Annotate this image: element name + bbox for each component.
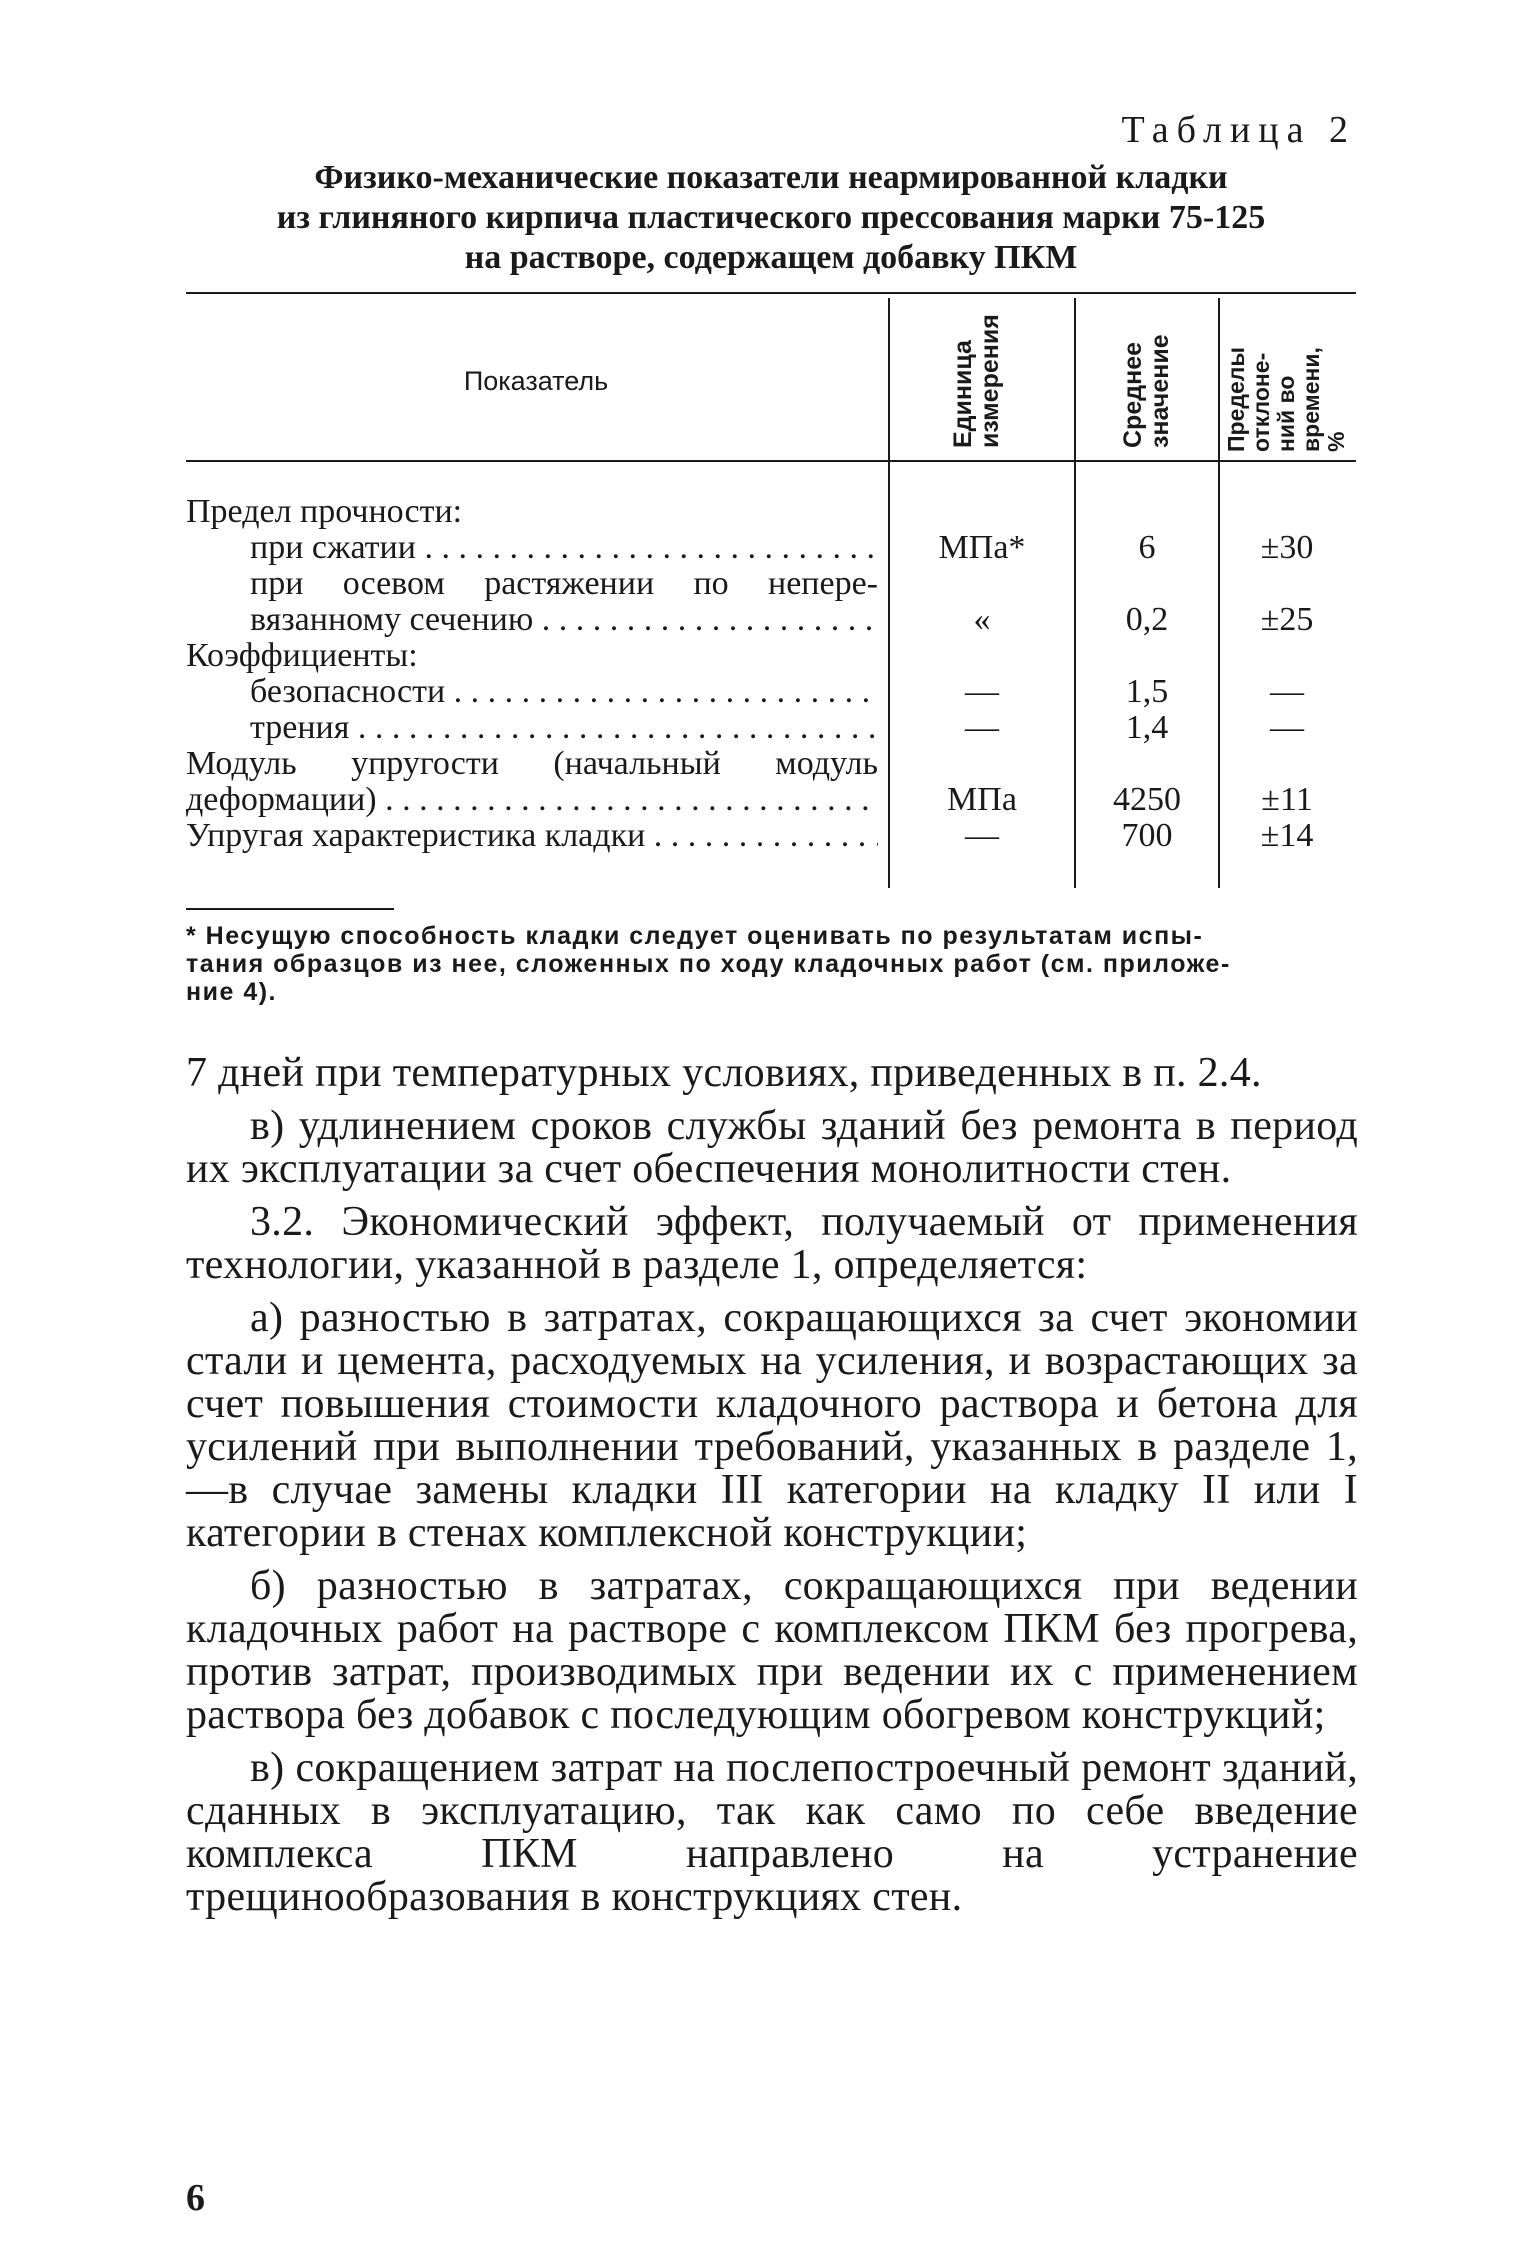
header-parameter: Показатель <box>463 366 609 396</box>
header-average: Среднее значение <box>1119 334 1174 448</box>
table-row-label: безопасности . . . <box>250 674 878 710</box>
cell-unit: — <box>965 817 999 854</box>
table-row-label: при сжатии . . . <box>250 530 878 566</box>
paragraph: в) удлинением сроков службы зданий без ремонта в период их эксплуатации за счет обеспечения монолитности стен. <box>186 1103 1358 1192</box>
cell-average: 0,2 <box>1125 601 1169 638</box>
table-row-label: Предел прочности: <box>186 493 463 530</box>
table-row-label: вязанному сечению . . . <box>250 602 878 638</box>
table-caption <box>186 158 1356 278</box>
page-number: 6 <box>186 2177 205 2219</box>
table-row-label: Модуль упругости (начальный модуль <box>186 745 878 782</box>
cell-deviation: ±25 <box>1260 601 1314 638</box>
paragraph: 7 дней при температурных условиях, приведенных в п. 2.4. <box>186 1050 1262 1096</box>
table-row-label: Упругая характеристика кладки . . . <box>186 818 878 854</box>
cell-deviation: — <box>1270 673 1304 710</box>
cell-deviation: — <box>1270 709 1304 746</box>
table-row-label: при осевом растяжении по непере- <box>250 565 878 602</box>
cell-unit: — <box>965 709 999 746</box>
caption-line: из глиняного кирпича пластического прессования марки 75-125 <box>276 199 1266 236</box>
footnote-rule <box>186 908 394 910</box>
cell-deviation: ±14 <box>1260 817 1314 854</box>
table-row-label: деформации) . . . <box>186 782 878 818</box>
paragraph: в) сокращением затрат на послепостроечный ремонт зданий, сданных в эксплуатацию, так как само по себе введение комплекса ПКМ направлено на устранение трещинообразования в конструкциях стен. <box>186 1745 1358 1920</box>
footnote-line: * Несущую способность кладки следует оценивать по результатам испы- <box>186 922 1204 950</box>
cell-unit: МПа* <box>938 529 1026 566</box>
cell-average: 6 <box>1138 529 1156 566</box>
table-row-label: Коэффициенты: <box>186 637 418 674</box>
paragraph: б) разностью в затратах, сокращающихся при ведении кладочных работ на растворе с комплексом ПКМ без прогрева, против затрат, производимых при ведении их с применением раствора без добавок с последующим обогревом конструкций; <box>186 1563 1358 1738</box>
cell-average: 4250 <box>1113 781 1181 818</box>
table-number-label: Таблица 2 <box>1121 109 1356 151</box>
cell-unit: — <box>965 673 999 710</box>
cell-average: 1,4 <box>1125 709 1169 746</box>
footnote-line: тания образцов из нее, сложенных по ходу кладочных работ (см. приложе- <box>186 950 1231 978</box>
cell-deviation: ±30 <box>1260 529 1314 566</box>
cell-average: 1,5 <box>1125 673 1169 710</box>
caption-line: на растворе, содержащем добавку ПКМ <box>464 239 1078 276</box>
footnote-line: ние 4). <box>186 978 277 1006</box>
paragraph: 3.2. Экономический эффект, получаемый от применения технологии, указанной в разделе 1, определяется: <box>186 1199 1358 1288</box>
cell-unit: « <box>973 601 991 638</box>
caption-line: Физико-механические показатели неармированной кладки <box>314 159 1228 196</box>
header-deviation: Пределы отклоне- ний во времени, % <box>1223 346 1349 452</box>
cell-unit: МПа <box>947 781 1017 818</box>
body-text <box>186 1052 1358 1929</box>
table-top-rule <box>186 292 1356 294</box>
table-row-label: трения . . . <box>250 710 878 746</box>
header-unit: Единица измерения <box>949 314 1004 448</box>
cell-deviation: ±11 <box>1261 781 1313 818</box>
table-header-rule <box>186 460 1356 462</box>
cell-average: 700 <box>1121 817 1173 854</box>
table-footnote <box>186 922 1356 1006</box>
paragraph: а) разностью в затратах, сокращающихся за счет экономии стали и цемента, расходуемых на усиления, и возрастающих за счет повышения стоимости кладочного раствора и бетона для усилений при выполнении требований, указанных в разделе 1,—в случае замены кладки III категории на кладку II или I категории в стенах комплексной конструкции; <box>186 1295 1358 1556</box>
